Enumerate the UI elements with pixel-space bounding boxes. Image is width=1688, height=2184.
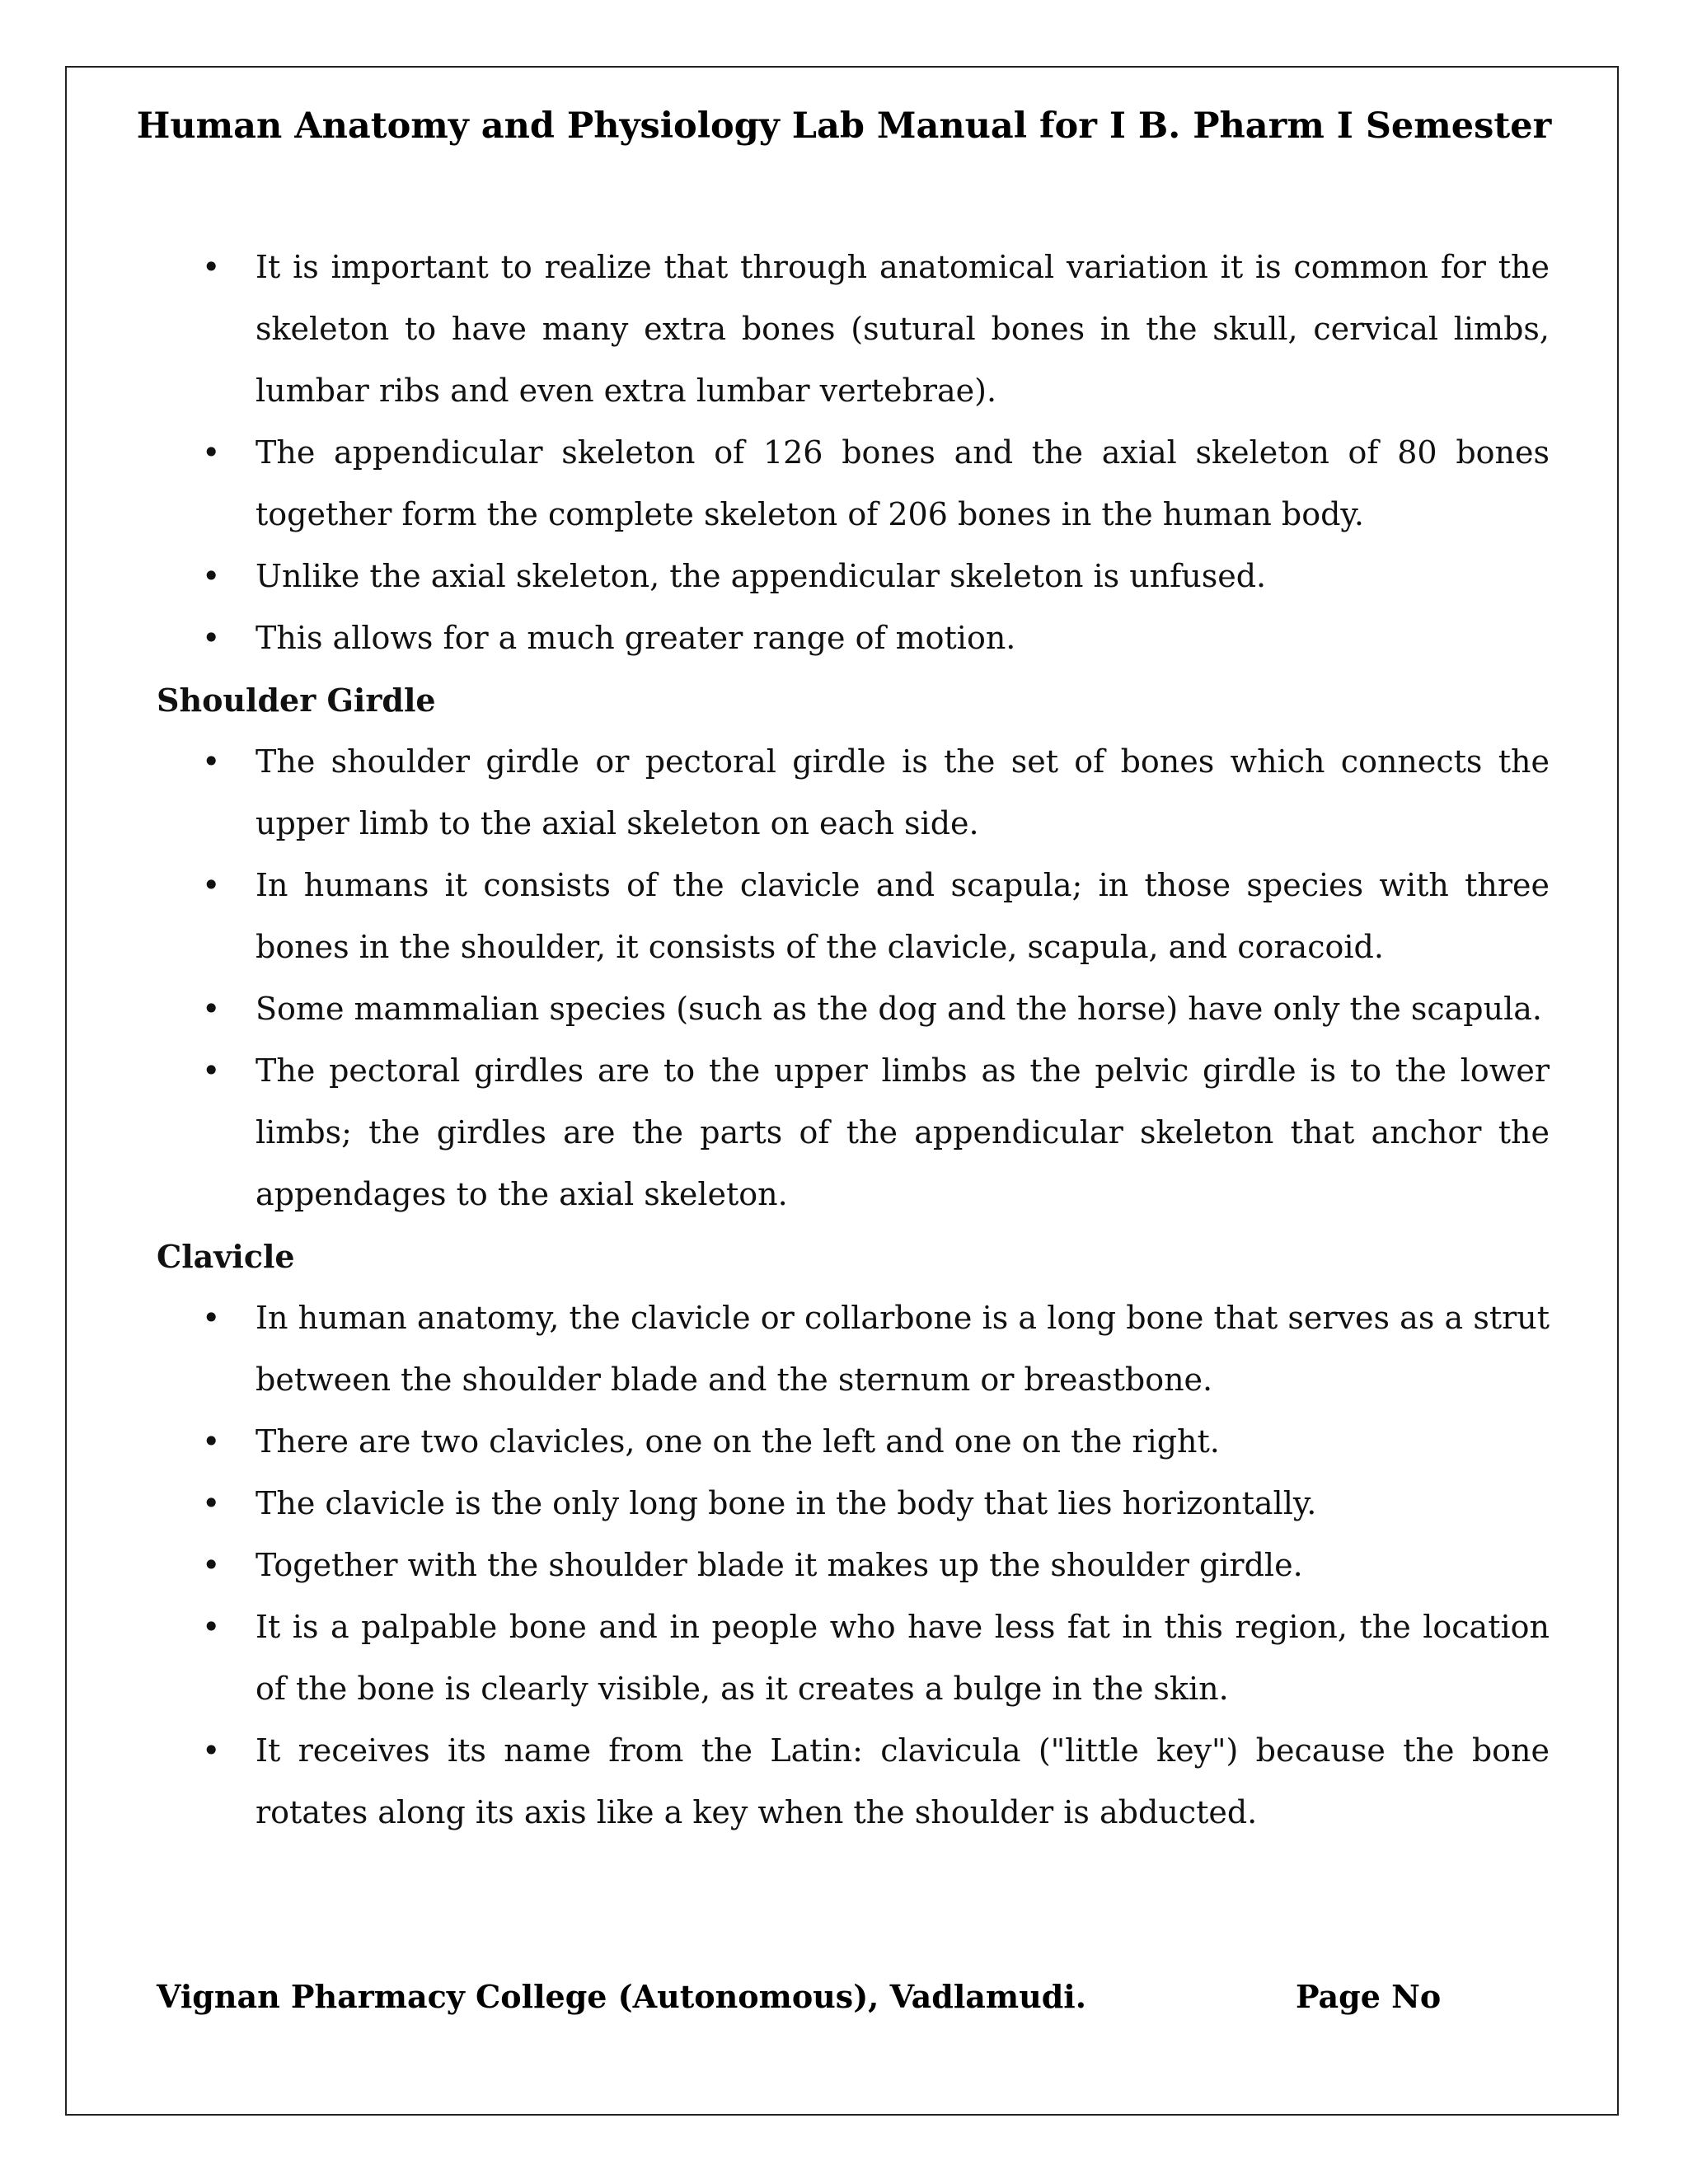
list-item: • It receives its name from the Latin: clavicula ("little key") because the bone rotates along its axis like a key when the shoulder is abducted. — [157, 1720, 1550, 1844]
section-heading-clavicle: Clavicle — [157, 1238, 295, 1275]
list-item: • It is a palpable bone and in people who have less fat in this region, the location of the bone is clearly visible, as it creates a bulge in the skin. — [157, 1596, 1550, 1720]
section-heading-shoulder-girdle: Shoulder Girdle — [157, 682, 436, 719]
shoulder-girdle-bullet-list — [157, 731, 1550, 1226]
list-item: • The pectoral girdles are to the upper limbs as the pelvic girdle is to the lower limbs; the girdles are the parts of the appendicular skeleton that anchor the appendages to the axial skeleton. — [157, 1040, 1550, 1226]
footer-institution: Vignan Pharmacy College (Autonomous), Vadlamudi. — [157, 1978, 1086, 2015]
list-item: • There are two clavicles, one on the left and one on the right. — [157, 1411, 1550, 1473]
list-item: • Some mammalian species (such as the dog and the horse) have only the scapula. — [157, 978, 1550, 1040]
footer-page-number: Page No — [1296, 1978, 1442, 2015]
list-item: • In humans it consists of the clavicle and scapula; in those species with three bones in the shoulder, it consists of the clavicle, scapula, and coracoid. — [157, 855, 1550, 978]
list-item: • Together with the shoulder blade it makes up the shoulder girdle. — [157, 1535, 1550, 1596]
list-item: • The shoulder girdle or pectoral girdle is the set of bones which connects the upper limb to the axial skeleton on each side. — [157, 731, 1550, 855]
list-item: • In human anatomy, the clavicle or collarbone is a long bone that serves as a strut between the shoulder blade and the sternum or breastbone. — [157, 1287, 1550, 1411]
list-item: • The clavicle is the only long bone in the body that lies horizontally. — [157, 1473, 1550, 1535]
list-item: • It is important to realize that through anatomical variation it is common for the skeleton to have many extra bones (sutural bones in the skull, cervical limbs, lumbar ribs and even extra lumbar vertebrae). — [157, 237, 1550, 422]
document-body — [157, 237, 1550, 1844]
list-item: • This allows for a much greater range of motion. — [157, 607, 1550, 669]
intro-bullet-list — [157, 237, 1550, 669]
page-title: Human Anatomy and Physiology Lab Manual for I B. Pharm I Semester — [136, 105, 1552, 147]
clavicle-bullet-list — [157, 1287, 1550, 1844]
list-item: • The appendicular skeleton of 126 bones and the axial skeleton of 80 bones together form the complete skeleton of 206 bones in the human body. — [157, 422, 1550, 546]
list-item: • Unlike the axial skeleton, the appendicular skeleton is unfused. — [157, 546, 1550, 607]
